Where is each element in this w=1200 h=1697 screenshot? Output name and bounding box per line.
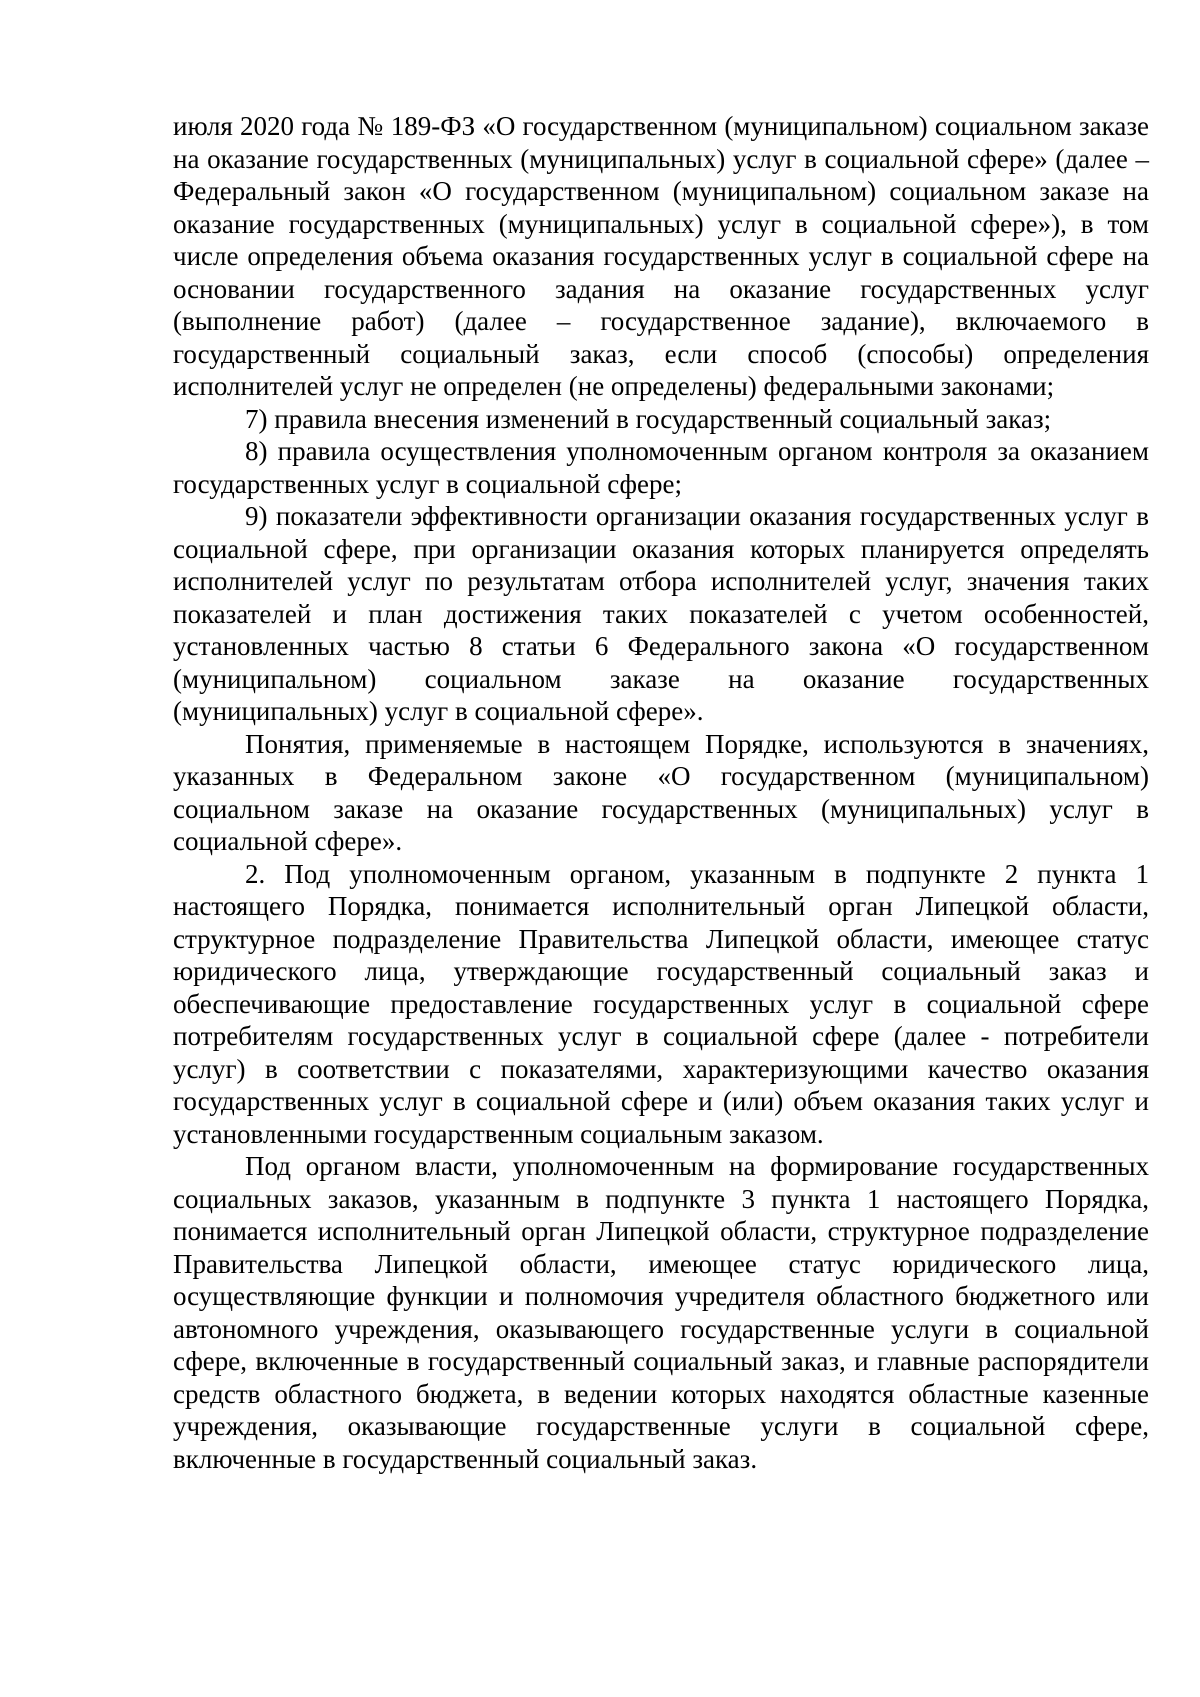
document-page (173, 110, 1149, 1475)
paragraph-continuation: июля 2020 года № 189-ФЗ «О государственном (муниципальном) социальном заказе на оказание государственных (муниципальных) услуг в социальной сфере» (далее – Федеральный закон «О государственном (муниципальном) социальном заказе на оказание государственных (муниципальных) услуг в социальной сфере»), в том числе определения объема оказания государственных услуг в социальной сфере на основании государственного задания на оказание государственных услуг (выполнение работ) (далее – государственное задание), включаемого в государственный социальный заказ, если способ (способы) определения исполнителей услуг не определен (не определены) федеральными законами; (173, 111, 1149, 401)
paragraph-authority: Под органом власти, уполномоченным на формирование государственных социальных заказов, указанным в подпункте 3 пункта 1 настоящего Порядка, понимается исполнительный орган Липецкой области, структурное подразделение Правительства Липецкой области, имеющее статус юридического лица, осуществляющие функции и полномочия учредителя областного бюджетного или автономного учреждения, оказывающего государственные услуги в социальной сфере, включенные в государственный социальный заказ, и главные распорядители средств областного бюджета, в ведении которых находятся областные казенные учреждения, оказывающие государственные услуги в социальной сфере, включенные в государственный социальный заказ. (173, 1151, 1149, 1474)
paragraph-item-8: 8) правила осуществления уполномоченным органом контроля за оказанием государственных услуг в социальной сфере; (173, 436, 1149, 499)
paragraph-item-9: 9) показатели эффективности организации оказания государственных услуг в социальной сфере, при организации оказания которых планируется определять исполнителей услуг по результатам отбора исполнителей услуг, значения таких показателей и план достижения таких показателей с учетом особенностей, установленных частью 8 статьи 6 Федерального закона «О государственном (муниципальном) социальном заказе на оказание государственных (муниципальных) услуг в социальной сфере». (173, 501, 1149, 726)
paragraph-definitions: Понятия, применяемые в настоящем Порядке, используются в значениях, указанных в Федеральном законе «О государственном (муниципальном) социальном заказе на оказание государственных (муниципальных) услуг в социальной сфере». (173, 728, 1149, 856)
paragraph-section-2: 2. Под уполномоченным органом, указанным в подпункте 2 пункта 1 настоящего Порядка, понимается исполнительный орган Липецкой области, структурное подразделение Правительства Липецкой области, имеющее статус юридического лица, утверждающие государственный социальный заказ и обеспечивающие предоставление государственных услуг в социальной сфере потребителям государственных услуг в социальной сфере (далее - потребители услуг) в соответствии с показателями, характеризующими качество оказания государственных услуг в социальной сфере и (или) объем оказания таких услуг и установленными государственным социальным заказом. (173, 858, 1149, 1149)
paragraph-item-7: 7) правила внесения изменений в государственный социальный заказ; (245, 403, 1052, 434)
